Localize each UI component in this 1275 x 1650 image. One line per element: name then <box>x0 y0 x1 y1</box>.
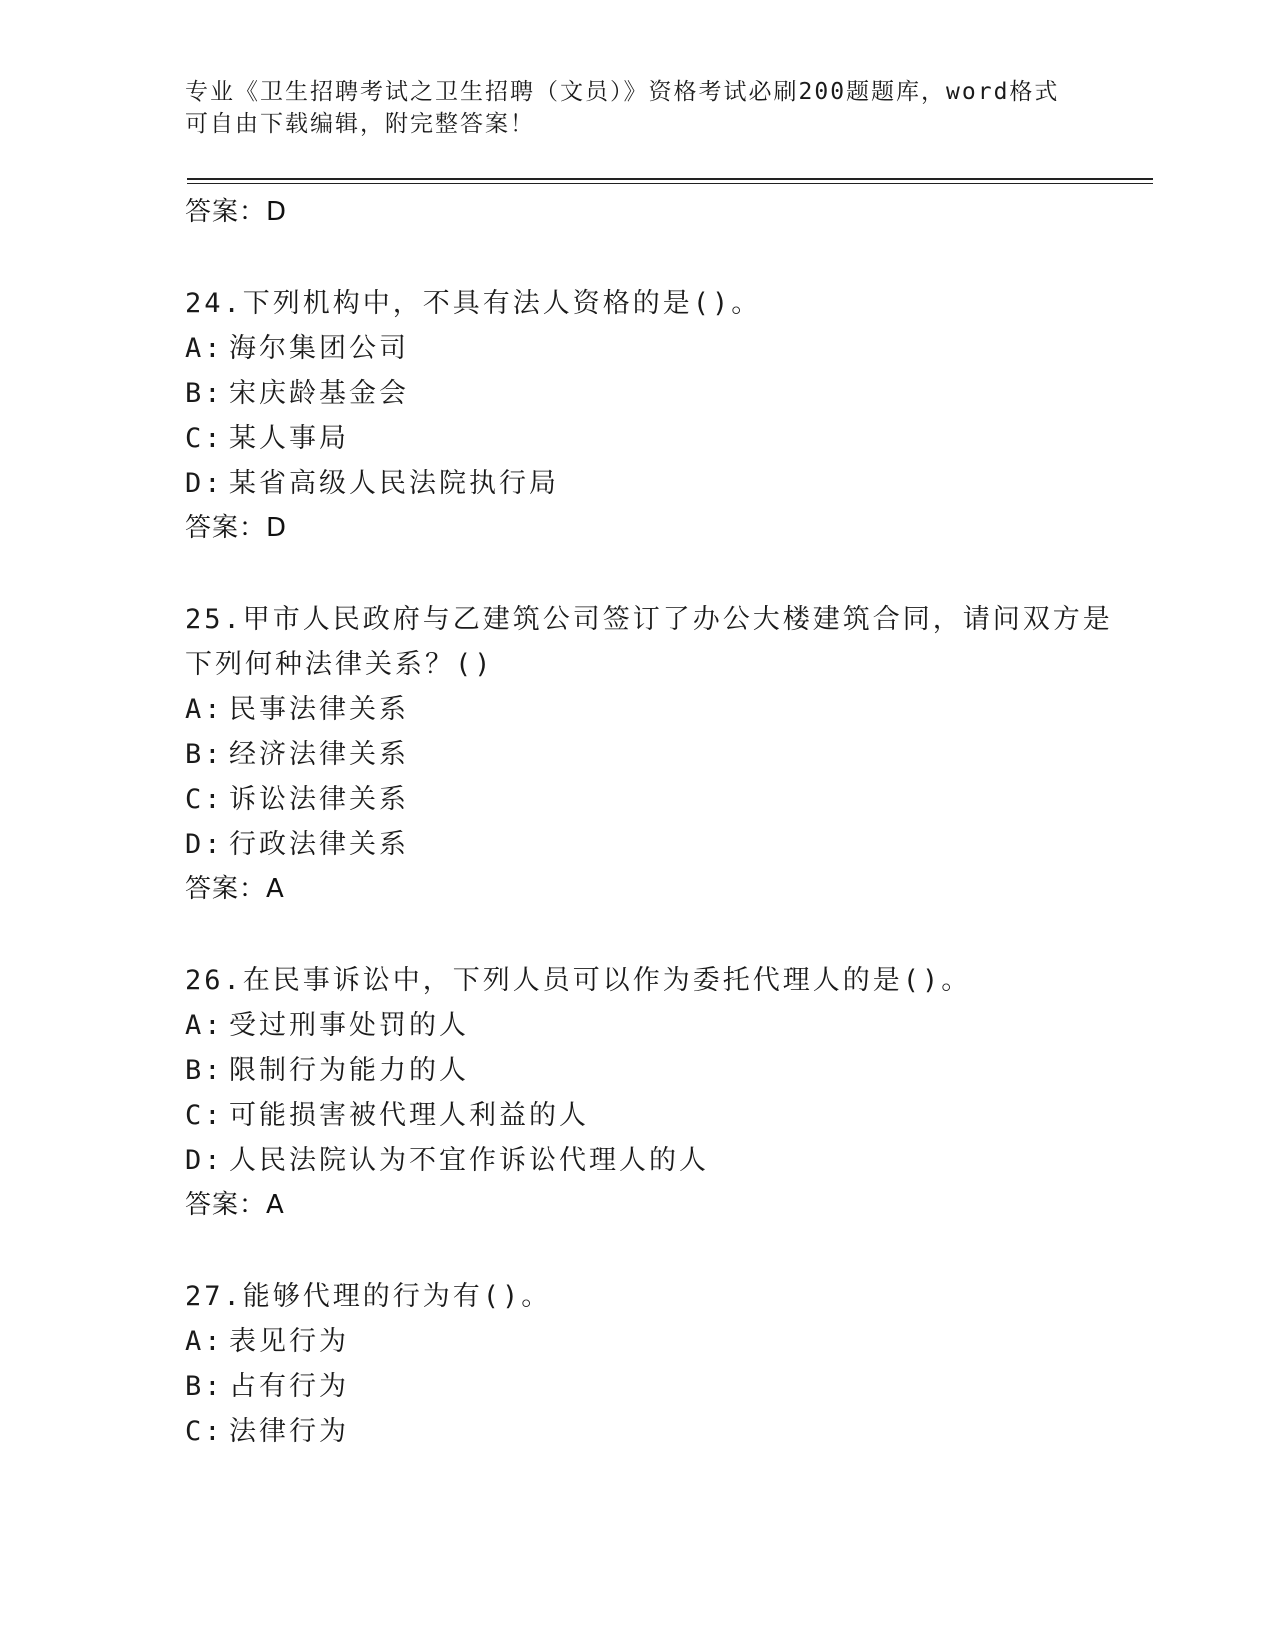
option-letter: D: <box>185 1145 224 1176</box>
header-line-1: 专业《卫生招聘考试之卫生招聘（文员）》资格考试必刷200题题库，word格式 <box>185 79 1060 105</box>
option-text: 某省高级人民法院执行局 <box>229 468 559 499</box>
question-stem-continued: 下列何种法律关系？() <box>185 649 494 680</box>
option-c <box>185 416 1125 461</box>
option-text: 受过刑事处罚的人 <box>229 1010 469 1041</box>
question-24 <box>185 281 1125 551</box>
option-b <box>185 732 1125 777</box>
option-letter: C: <box>185 784 224 815</box>
option-text: 人民法院认为不宜作诉讼代理人的人 <box>229 1145 709 1176</box>
option-c <box>185 1409 1125 1454</box>
option-letter: C: <box>185 1100 224 1131</box>
option-text: 民事法律关系 <box>229 694 409 725</box>
option-letter: A: <box>185 1010 224 1041</box>
question-stem: 25.甲市人民政府与乙建筑公司签订了办公大楼建筑合同，请问双方是 <box>185 604 1113 635</box>
option-letter: C: <box>185 1416 224 1447</box>
option-text: 某人事局 <box>229 423 349 454</box>
option-d <box>185 822 1125 867</box>
option-letter: A: <box>185 694 224 725</box>
answer: 答案：A <box>185 1190 285 1220</box>
option-c <box>185 1093 1125 1138</box>
option-letter: B: <box>185 378 224 409</box>
option-d <box>185 461 1125 506</box>
option-letter: A: <box>185 333 224 364</box>
option-c <box>185 777 1125 822</box>
option-a <box>185 1319 1125 1364</box>
page-header <box>185 76 1085 140</box>
option-b <box>185 371 1125 416</box>
question-stem: 24.下列机构中，不具有法人资格的是()。 <box>185 288 762 319</box>
option-letter: C: <box>185 423 224 454</box>
question-26 <box>185 958 1125 1228</box>
option-text: 宋庆龄基金会 <box>229 378 409 409</box>
option-letter: B: <box>185 739 224 770</box>
option-text: 诉讼法律关系 <box>229 784 409 815</box>
option-text: 占有行为 <box>229 1371 349 1402</box>
option-a <box>185 1003 1125 1048</box>
header-divider-bottom <box>187 183 1153 184</box>
option-b <box>185 1364 1125 1409</box>
option-letter: B: <box>185 1055 224 1086</box>
answer: 答案：A <box>185 874 285 904</box>
option-a <box>185 326 1125 371</box>
option-text: 可能损害被代理人利益的人 <box>229 1100 589 1131</box>
option-letter: D: <box>185 829 224 860</box>
option-text: 表见行为 <box>229 1326 349 1357</box>
option-letter: B: <box>185 1371 224 1402</box>
option-letter: D: <box>185 468 224 499</box>
option-text: 限制行为能力的人 <box>229 1055 469 1086</box>
option-text: 法律行为 <box>229 1416 349 1447</box>
answer: 答案：D <box>185 513 288 543</box>
answer-previous: 答案：D <box>185 197 288 227</box>
option-letter: A: <box>185 1326 224 1357</box>
option-text: 行政法律关系 <box>229 829 409 860</box>
question-25 <box>185 597 1125 912</box>
header-line-2: 可自由下载编辑，附完整答案！ <box>185 111 535 137</box>
question-list <box>185 190 1125 1454</box>
question-stem: 26.在民事诉讼中，下列人员可以作为委托代理人的是()。 <box>185 965 972 996</box>
header-divider-top <box>187 178 1153 180</box>
option-text: 海尔集团公司 <box>229 333 409 364</box>
question-27 <box>185 1274 1125 1454</box>
option-b <box>185 1048 1125 1093</box>
option-text: 经济法律关系 <box>229 739 409 770</box>
option-a <box>185 687 1125 732</box>
question-stem: 27.能够代理的行为有()。 <box>185 1281 552 1312</box>
option-d <box>185 1138 1125 1183</box>
